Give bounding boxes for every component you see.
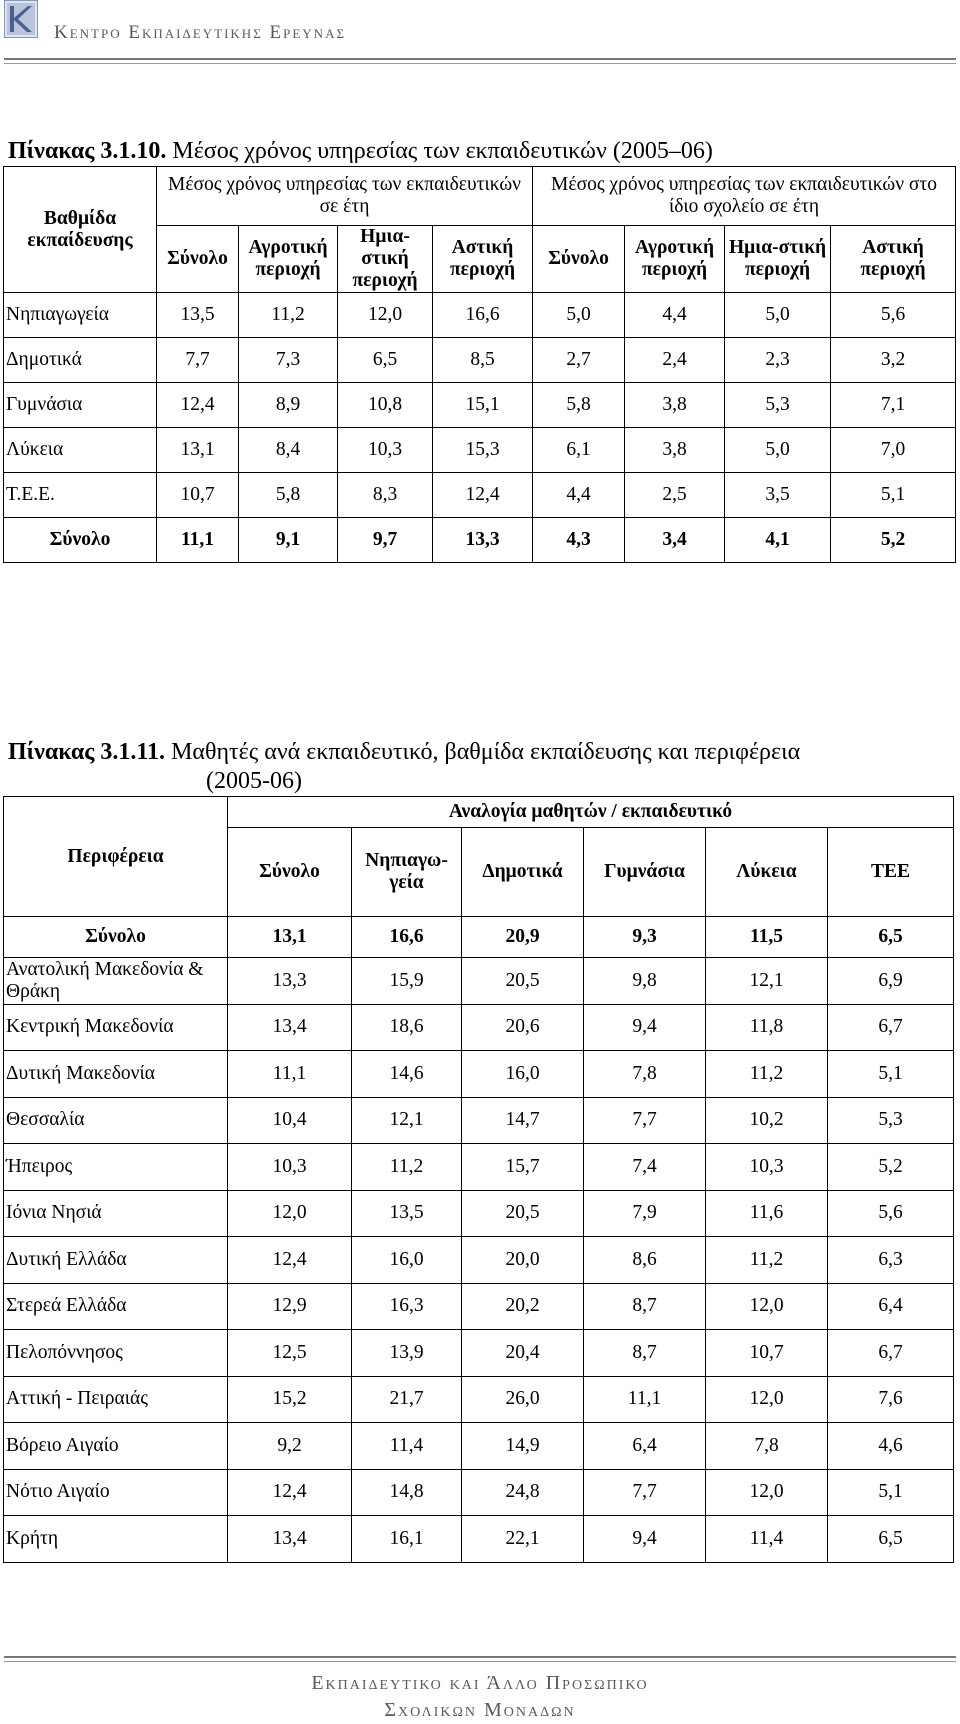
cell: 13,3: [228, 958, 352, 1005]
cell: 20,4: [462, 1330, 584, 1377]
cell: 4,6: [828, 1423, 954, 1470]
subheader-total: Σύνολο: [533, 226, 625, 293]
row-label: Σύνολο: [4, 917, 228, 958]
subheader-tee: ΤΕΕ: [828, 828, 954, 917]
cell: 5,3: [725, 383, 831, 428]
cell: 8,9: [239, 383, 338, 428]
cell: 12,4: [433, 473, 533, 518]
cell: 11,1: [584, 1376, 706, 1423]
row-label: Λύκεια: [4, 428, 157, 473]
subheader-primary: Δημοτικά: [462, 828, 584, 917]
cell: 11,8: [706, 1004, 828, 1051]
cell: 14,7: [462, 1097, 584, 1144]
cell: 7,8: [706, 1423, 828, 1470]
row-label: Νηπιαγωγεία: [4, 293, 157, 338]
cell: 11,5: [706, 917, 828, 958]
cell: 20,5: [462, 1190, 584, 1237]
table-row: [4, 338, 956, 383]
header-rule: [4, 58, 956, 60]
cell: 10,3: [338, 428, 433, 473]
cell: 11,1: [157, 518, 239, 563]
cell: 7,3: [239, 338, 338, 383]
cell: 10,7: [157, 473, 239, 518]
row-label: Κρήτη: [4, 1516, 228, 1563]
cell: 9,4: [584, 1004, 706, 1051]
cell: 8,5: [433, 338, 533, 383]
cell: 10,8: [338, 383, 433, 428]
cell: 12,4: [228, 1469, 352, 1516]
cell: 2,4: [625, 338, 725, 383]
cell: 12,4: [228, 1237, 352, 1284]
cell: 11,4: [706, 1516, 828, 1563]
cell: 8,7: [584, 1330, 706, 1377]
cell: 12,0: [706, 1283, 828, 1330]
cell: 8,4: [239, 428, 338, 473]
cell: 14,6: [352, 1051, 462, 1098]
table-row: [4, 1237, 954, 1284]
subheader-total: Σύνολο: [157, 226, 239, 293]
row-label: Γυμνάσια: [4, 383, 157, 428]
cell: 6,5: [338, 338, 433, 383]
cell: 2,7: [533, 338, 625, 383]
page-footer: [0, 1670, 960, 1724]
cell: 5,6: [831, 293, 956, 338]
cell: 11,6: [706, 1190, 828, 1237]
cell: 20,0: [462, 1237, 584, 1284]
subheader-kindergartens: Νηπιαγω-γεία: [352, 828, 462, 917]
row-label: Κεντρική Μακεδονία: [4, 1004, 228, 1051]
level-header: Βαθμίδα εκπαίδευσης: [4, 167, 157, 293]
cell: 9,7: [338, 518, 433, 563]
cell: 6,5: [828, 917, 954, 958]
cell: 20,9: [462, 917, 584, 958]
subheader-gymnasia: Γυμνάσια: [584, 828, 706, 917]
table-row: [4, 1423, 954, 1470]
footer-line-2: Σχολικων Μοναδων: [384, 1699, 576, 1721]
cell: 15,9: [352, 958, 462, 1005]
cell: 4,4: [533, 473, 625, 518]
cell: 16,1: [352, 1516, 462, 1563]
cell: 12,5: [228, 1330, 352, 1377]
cell: 26,0: [462, 1376, 584, 1423]
row-label: Ιόνια Νησιά: [4, 1190, 228, 1237]
row-label: Σύνολο: [4, 518, 157, 563]
subheader-urban: Αστική περιοχή: [831, 226, 956, 293]
table-row: [4, 1330, 954, 1377]
row-label: Ανατολική Μακεδονία & Θράκη: [4, 958, 228, 1005]
row-label: Δημοτικά: [4, 338, 157, 383]
cell: 3,5: [725, 473, 831, 518]
cell: 13,1: [228, 917, 352, 958]
table-row: [4, 1516, 954, 1563]
cell: 13,3: [433, 518, 533, 563]
cell: 14,8: [352, 1469, 462, 1516]
row-label: Θεσσαλία: [4, 1097, 228, 1144]
subheader-rural: Αγροτική περιοχή: [239, 226, 338, 293]
cell: 20,5: [462, 958, 584, 1005]
cell: 12,0: [228, 1190, 352, 1237]
cell: 11,4: [352, 1423, 462, 1470]
table-row: [4, 1051, 954, 1098]
table1-caption: [8, 136, 713, 166]
group2-header: Μέσος χρόνος υπηρεσίας των εκπαιδευτικών στο ίδιο σχολείο σε έτη: [533, 167, 956, 226]
cell: 9,2: [228, 1423, 352, 1470]
cell: 13,4: [228, 1004, 352, 1051]
cell: 22,1: [462, 1516, 584, 1563]
cell: 13,4: [228, 1516, 352, 1563]
cell: 7,7: [584, 1097, 706, 1144]
cell: 16,6: [433, 293, 533, 338]
cell: 16,6: [352, 917, 462, 958]
table-row: [4, 1469, 954, 1516]
cell: 8,6: [584, 1237, 706, 1284]
cell: 10,7: [706, 1330, 828, 1377]
cell: 16,0: [352, 1237, 462, 1284]
cell: 5,0: [725, 293, 831, 338]
cell: 2,3: [725, 338, 831, 383]
subheader-semiurban: Ημια-στική περιοχή: [725, 226, 831, 293]
cell: 5,3: [828, 1097, 954, 1144]
table-row: [4, 958, 954, 1005]
cell: 9,4: [584, 1516, 706, 1563]
cell: 13,1: [157, 428, 239, 473]
cell: 5,0: [533, 293, 625, 338]
cell: 7,7: [157, 338, 239, 383]
cell: 7,0: [831, 428, 956, 473]
table1-caption-label: Πίνακας 3.1.10.: [8, 138, 167, 164]
cell: 21,7: [352, 1376, 462, 1423]
ratio-group-header: Αναλογία μαθητών / εκπαιδευτικό: [228, 797, 954, 828]
row-label: Τ.Ε.Ε.: [4, 473, 157, 518]
cell: 12,0: [706, 1376, 828, 1423]
service-years-table: [3, 166, 956, 563]
table2-caption: [8, 737, 800, 767]
cell: 12,0: [338, 293, 433, 338]
cell: 6,7: [828, 1330, 954, 1377]
cell: 9,1: [239, 518, 338, 563]
cell: 5,1: [828, 1469, 954, 1516]
row-label: Νότιο Αιγαίο: [4, 1469, 228, 1516]
cell: 12,1: [352, 1097, 462, 1144]
cell: 18,6: [352, 1004, 462, 1051]
cell: 11,1: [228, 1051, 352, 1098]
table2-caption-text: Μαθητές ανά εκπαιδευτικό, βαθμίδα εκπαίδευσης και περιφέρεια: [171, 739, 801, 765]
cell: 7,8: [584, 1051, 706, 1098]
cell: 5,6: [828, 1190, 954, 1237]
cell: 10,2: [706, 1097, 828, 1144]
header-rule-thin: [4, 63, 956, 64]
table-row: [4, 1190, 954, 1237]
cell: 4,3: [533, 518, 625, 563]
cell: 15,3: [433, 428, 533, 473]
cell: 12,4: [157, 383, 239, 428]
header-title: Κεντρο Εκπαιδευτικης Ερευνας: [54, 22, 347, 43]
cell: 15,1: [433, 383, 533, 428]
cell: 5,2: [828, 1144, 954, 1191]
cell: 5,0: [725, 428, 831, 473]
cell: 3,8: [625, 383, 725, 428]
cell: 3,4: [625, 518, 725, 563]
row-label: Αττική - Πειραιάς: [4, 1376, 228, 1423]
cell: 15,2: [228, 1376, 352, 1423]
table1-caption-text: Μέσος χρόνος υπηρεσίας των εκπαιδευτικών (2005–06): [172, 138, 713, 164]
cell: 24,8: [462, 1469, 584, 1516]
subheader-semiurban: Ημια-στική περιοχή: [338, 226, 433, 293]
footer-line-1: Εκπαιδευτικο και Άλλο Προσωπικο: [311, 1672, 649, 1694]
row-label: Πελοπόννησος: [4, 1330, 228, 1377]
cell: 15,7: [462, 1144, 584, 1191]
table-row: [4, 428, 956, 473]
cell: 6,7: [828, 1004, 954, 1051]
table-row: [4, 473, 956, 518]
row-label: Στερεά Ελλάδα: [4, 1283, 228, 1330]
page-header: [4, 0, 956, 62]
cell: 6,3: [828, 1237, 954, 1284]
cell: 10,4: [228, 1097, 352, 1144]
cell: 5,8: [239, 473, 338, 518]
total-row: [4, 917, 954, 958]
footer-rule-thin: [4, 1661, 956, 1662]
cell: 9,3: [584, 917, 706, 958]
cell: 6,9: [828, 958, 954, 1005]
cell: 13,5: [352, 1190, 462, 1237]
region-header: Περιφέρεια: [4, 797, 228, 917]
cell: 6,4: [828, 1283, 954, 1330]
cell: 8,7: [584, 1283, 706, 1330]
cell: 12,9: [228, 1283, 352, 1330]
cell: 4,4: [625, 293, 725, 338]
cell: 11,2: [239, 293, 338, 338]
cell: 5,1: [831, 473, 956, 518]
cell: 7,9: [584, 1190, 706, 1237]
row-label: Δυτική Μακεδονία: [4, 1051, 228, 1098]
table-row: [4, 293, 956, 338]
cell: 2,5: [625, 473, 725, 518]
cell: 10,3: [228, 1144, 352, 1191]
subheader-rural: Αγροτική περιοχή: [625, 226, 725, 293]
table-row: [4, 1004, 954, 1051]
cell: 9,8: [584, 958, 706, 1005]
cell: 13,5: [157, 293, 239, 338]
cell: 5,2: [831, 518, 956, 563]
cell: 20,6: [462, 1004, 584, 1051]
cell: 16,0: [462, 1051, 584, 1098]
cell: 14,9: [462, 1423, 584, 1470]
table-row: [4, 1097, 954, 1144]
table-row: [4, 383, 956, 428]
cell: 16,3: [352, 1283, 462, 1330]
cell: 20,2: [462, 1283, 584, 1330]
kee-logo-icon: [4, 0, 38, 38]
table2-caption-label: Πίνακας 3.1.11.: [8, 739, 166, 765]
row-label: Δυτική Ελλάδα: [4, 1237, 228, 1284]
subheader-urban: Αστική περιοχή: [433, 226, 533, 293]
row-label: Βόρειο Αιγαίο: [4, 1423, 228, 1470]
subheader-lykeia: Λύκεια: [706, 828, 828, 917]
cell: 6,4: [584, 1423, 706, 1470]
footer-rule: [4, 1656, 956, 1658]
cell: 11,2: [706, 1237, 828, 1284]
row-label: Ήπειρος: [4, 1144, 228, 1191]
cell: 6,1: [533, 428, 625, 473]
subheader-total: Σύνολο: [228, 828, 352, 917]
table-row: [4, 1283, 954, 1330]
cell: 11,2: [706, 1051, 828, 1098]
table2-caption-year: (2005-06): [206, 768, 302, 794]
students-per-teacher-table: [3, 796, 954, 1563]
cell: 12,1: [706, 958, 828, 1005]
group1-header: Μέσος χρόνος υπηρεσίας των εκπαιδευτικών σε έτη: [157, 167, 533, 226]
cell: 8,3: [338, 473, 433, 518]
cell: 12,0: [706, 1469, 828, 1516]
cell: 6,5: [828, 1516, 954, 1563]
table-row: [4, 1376, 954, 1423]
cell: 3,2: [831, 338, 956, 383]
table-row: [4, 1144, 954, 1191]
cell: 11,2: [352, 1144, 462, 1191]
cell: 3,8: [625, 428, 725, 473]
cell: 13,9: [352, 1330, 462, 1377]
cell: 4,1: [725, 518, 831, 563]
cell: 10,3: [706, 1144, 828, 1191]
cell: 7,6: [828, 1376, 954, 1423]
cell: 5,1: [828, 1051, 954, 1098]
cell: 7,7: [584, 1469, 706, 1516]
total-row: [4, 518, 956, 563]
cell: 7,1: [831, 383, 956, 428]
cell: 5,8: [533, 383, 625, 428]
cell: 7,4: [584, 1144, 706, 1191]
